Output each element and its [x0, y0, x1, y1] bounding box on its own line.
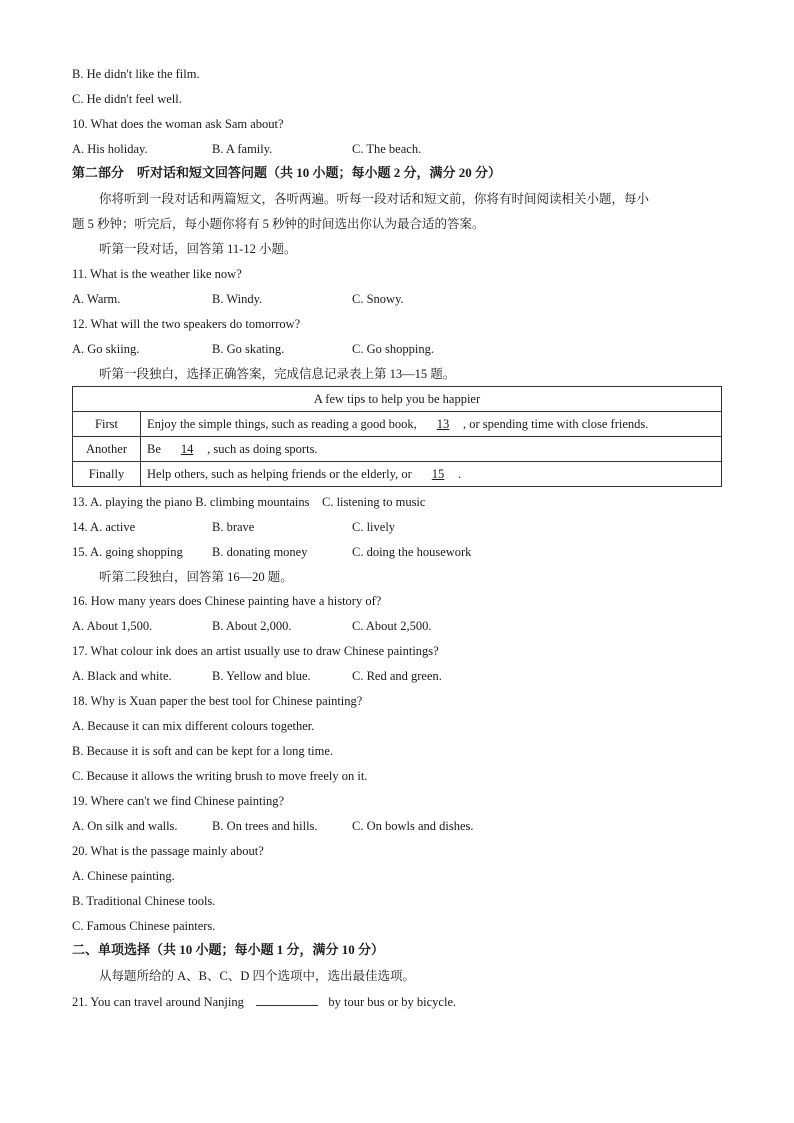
q21-text-before: 21. You can travel around Nanjing	[72, 995, 244, 1009]
q17-option-c: C. Red and green.	[352, 669, 442, 683]
row-label-first: First	[73, 412, 141, 437]
question-16: 16. How many years does Chinese painting have a history of?	[72, 594, 382, 608]
q14-option-b: B. brave	[212, 520, 255, 534]
tips-table	[72, 386, 722, 487]
tips-table-row	[73, 437, 722, 462]
row2-text-after: , such as doing sports.	[207, 441, 318, 456]
question-21	[72, 993, 456, 1010]
q18-option-c: C. Because it allows the writing brush to move freely on it.	[72, 769, 368, 783]
q17-option-a: A. Black and white.	[72, 669, 172, 683]
question-18: 18. Why is Xuan paper the best tool for Chinese painting?	[72, 694, 363, 708]
q15-option-c: C. doing the housework	[352, 545, 472, 559]
q11-option-a: A. Warm.	[72, 292, 121, 306]
section2-instruction: 从每题所给的 A、B、C、D 四个选项中，选出最佳选项。	[99, 969, 415, 983]
q10-option-a: A. His holiday.	[72, 142, 148, 156]
q19-option-b: B. On trees and hills.	[212, 819, 318, 833]
q20-option-b: B. Traditional Chinese tools.	[72, 894, 216, 908]
blank-14: 14	[180, 441, 194, 456]
q19-option-c: C. On bowls and dishes.	[352, 819, 474, 833]
row-content-first	[141, 412, 722, 437]
question-12: 12. What will the two speakers do tomorrow?	[72, 317, 301, 331]
row1-text-before: Enjoy the simple things, such as reading a good book,	[147, 416, 417, 431]
q17-option-b: B. Yellow and blue.	[212, 669, 311, 683]
blank-13: 13	[436, 416, 450, 431]
blank-15: 15	[431, 466, 445, 481]
q16-option-b: B. About 2,000.	[212, 619, 292, 633]
q18-option-b: B. Because it is soft and can be kept for a long time.	[72, 744, 334, 758]
row2-text-before: Be	[147, 441, 161, 456]
row1-text-after: , or spending time with close friends.	[463, 416, 649, 431]
question-17: 17. What colour ink does an artist usually use to draw Chinese paintings?	[72, 644, 439, 658]
tips-table-header-row	[73, 387, 722, 412]
q12-option-a: A. Go skiing.	[72, 342, 140, 356]
question-11: 11. What is the weather like now?	[72, 267, 242, 281]
q10-option-b: B. A family.	[212, 142, 273, 156]
q12-option-c: C. Go shopping.	[352, 342, 434, 356]
row-label-another: Another	[73, 437, 141, 462]
q16-option-a: A. About 1,500.	[72, 619, 153, 633]
q20-option-a: A. Chinese painting.	[72, 869, 175, 883]
q14-option-a: 14. A. active	[72, 520, 136, 534]
question-19: 19. Where can't we find Chinese painting?	[72, 794, 285, 808]
q20-option-c: C. Famous Chinese painters.	[72, 919, 216, 933]
part2-title: 第二部分 听对话和短文回答问题（共 10 小题；每小题 2 分，满分 20 分）	[72, 165, 502, 180]
row3-text-before: Help others, such as helping friends or the elderly, or	[147, 466, 412, 481]
q12-option-b: B. Go skating.	[212, 342, 285, 356]
tips-table-row	[73, 412, 722, 437]
q9-option-b: B. He didn't like the film.	[72, 67, 200, 81]
listen-monologue-1: 听第一段独白，选择正确答案，完成信息记录表上第 13—15 题。	[99, 367, 456, 381]
q11-option-b: B. Windy.	[212, 292, 263, 306]
row3-text-after: .	[458, 466, 462, 481]
q14-option-c: C. lively	[352, 520, 396, 534]
q15-option-b: B. donating money	[212, 545, 308, 559]
part2-instruction-2: 题 5 秒钟；听完后，每小题你将有 5 秒钟的时间选出你认为最合适的答案。	[72, 217, 485, 231]
q16-option-c: C. About 2,500.	[352, 619, 432, 633]
q21-text-after: by tour bus or by bicycle.	[328, 995, 457, 1009]
q9-option-c: C. He didn't feel well.	[72, 92, 182, 106]
question-10: 10. What does the woman ask Sam about?	[72, 117, 284, 131]
section2-title: 二、单项选择（共 10 小题；每小题 1 分，满分 10 分）	[72, 942, 385, 957]
q19-option-a: A. On silk and walls.	[72, 819, 178, 833]
q15-option-a: 15. A. going shopping	[72, 545, 183, 559]
row-label-finally: Finally	[73, 462, 141, 487]
row-content-another	[141, 437, 722, 462]
q21-blank	[256, 993, 318, 1006]
listen-dialogue-1: 听第一段对话，回答第 11-12 小题。	[99, 242, 297, 256]
q10-option-c: C. The beach.	[352, 142, 422, 156]
part2-instruction-1: 你将听到一段对话和两篇短文，各听两遍。听每一段对话和短文前，你将有时间阅读相关小题，每小	[99, 192, 650, 206]
row-content-finally	[141, 462, 722, 487]
tips-table-row	[73, 462, 722, 487]
question-13: 13. A. playing the piano B. climbing mountains C. listening to music	[72, 495, 426, 509]
tips-table-title: A few tips to help you be happier	[73, 387, 722, 412]
listen-monologue-2: 听第二段独白，回答第 16—20 题。	[99, 570, 293, 584]
q18-option-a: A. Because it can mix different colours together.	[72, 719, 315, 733]
question-20: 20. What is the passage mainly about?	[72, 844, 264, 858]
q11-option-c: C. Snowy.	[352, 292, 404, 306]
